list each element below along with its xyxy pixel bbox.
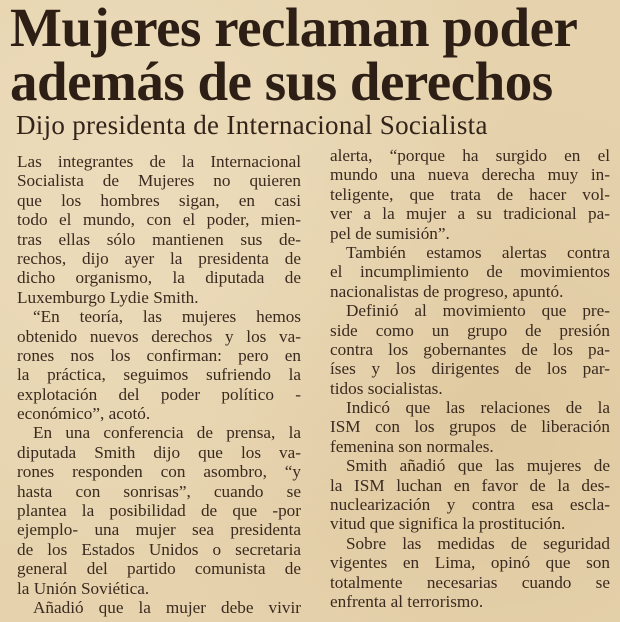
article-text-line: totalmente necesarias cuando se [330, 572, 610, 592]
subtitle: Dijo presidenta de Internacional Socialista [16, 110, 488, 140]
article-column-right [330, 146, 610, 611]
article-text-line: Indicó que las relaciones de la [346, 398, 610, 418]
article-text-line: que los hombres sigan, en casi [17, 190, 301, 210]
article-text-line: ISM con los grupos de liberación [330, 417, 610, 437]
article-text-line: alerta, “porque ha surgido en el [330, 146, 610, 165]
article-text-line: tidos socialistas. [330, 378, 443, 398]
article-text-line: enfrenta al terrorismo. [330, 591, 484, 611]
article-text-line: tras ellas sólo mantienen sus de- [17, 229, 301, 249]
article-text-line: Smith añadió que las mujeres de [346, 456, 610, 476]
article-text-line: explotación del poder político - [17, 384, 301, 404]
article-text-line: de los Estados Unidos o secretaria [17, 539, 301, 559]
article-text-line: vigentes en Lima, opinó que son [330, 553, 610, 573]
article-text-line: ejemplo- una mujer sea presidenta [17, 520, 301, 540]
article-text-line: Luxemburgo Lydie Smith. [17, 287, 199, 307]
article-text-line: vitud que significa la prostitución. [330, 514, 566, 534]
headline-line-2: además de sus derechos [10, 51, 553, 112]
article-text-line: pel de sumisión”. [330, 223, 450, 243]
article-text-line: ver a la mujer a su tradicional pa- [330, 204, 610, 224]
article-text-line: “En teoría, las mujeres hemos [33, 307, 301, 327]
article-text-line: obtenido nuevos derechos y los va- [17, 326, 301, 346]
article-text-line: hasta con sonrisas”, cuando se [17, 481, 301, 501]
article-text-line: económico”, acotó. [17, 404, 151, 424]
article-text-line: la práctica, seguimos sufriendo la [17, 365, 301, 385]
article-column-left [17, 152, 301, 617]
article-text-line: general del partido comunista de [17, 559, 301, 579]
article-text-line: dicho organismo, la diputada de [17, 268, 301, 288]
article-text-line: Sobre las medidas de seguridad [346, 533, 610, 553]
article-text-line: rechos, dijo ayer la presidenta de [17, 248, 301, 268]
article-text-line: la Unión Soviética. [17, 578, 150, 598]
article-text-line: teligente, que trata de hacer vol- [330, 184, 610, 204]
article-text-line: En una conferencia de prensa, la [33, 423, 301, 443]
article-text-line: diputada Smith dijo que los va- [17, 442, 301, 462]
article-text-line: nuclearización y contra esa escla- [330, 495, 610, 515]
article-text-line: nacionalistas de progreso, apuntó. [330, 281, 564, 301]
article-text-line: íses y los dirigentes de los par- [330, 359, 610, 379]
article-text-line: todo el mundo, con el poder, mien- [17, 210, 301, 230]
article-text-line: También estamos alertas contra [346, 242, 610, 262]
article-text-line: Las integrantes de la Internacional [17, 152, 301, 171]
article-text-line: contra los gobernantes de los pa- [330, 339, 610, 359]
article-text-line: Socialista de Mujeres no quieren [17, 171, 301, 191]
article-text-line: el incumplimiento de movimientos [330, 262, 610, 282]
article-text-line: Definió al movimiento que pre- [346, 301, 610, 321]
article-text-line: plantea la posibilidad de que -por [17, 501, 301, 521]
article-text-line: side como un grupo de presión [330, 320, 610, 340]
article-text-line: rones nos los confirman: pero en [17, 345, 301, 365]
article-text-line: la ISM luchan en favor de la des- [330, 475, 610, 495]
headline-line-1: Mujeres reclaman poder [10, 0, 578, 58]
article-text-line: femenina son normales. [330, 436, 494, 456]
article-text-line: rones responden con asombro, “y [17, 462, 301, 482]
article-text-line: mundo una nueva derecha muy in- [330, 165, 610, 185]
article-text-line: Añadió que la mujer debe vivir [33, 597, 301, 617]
